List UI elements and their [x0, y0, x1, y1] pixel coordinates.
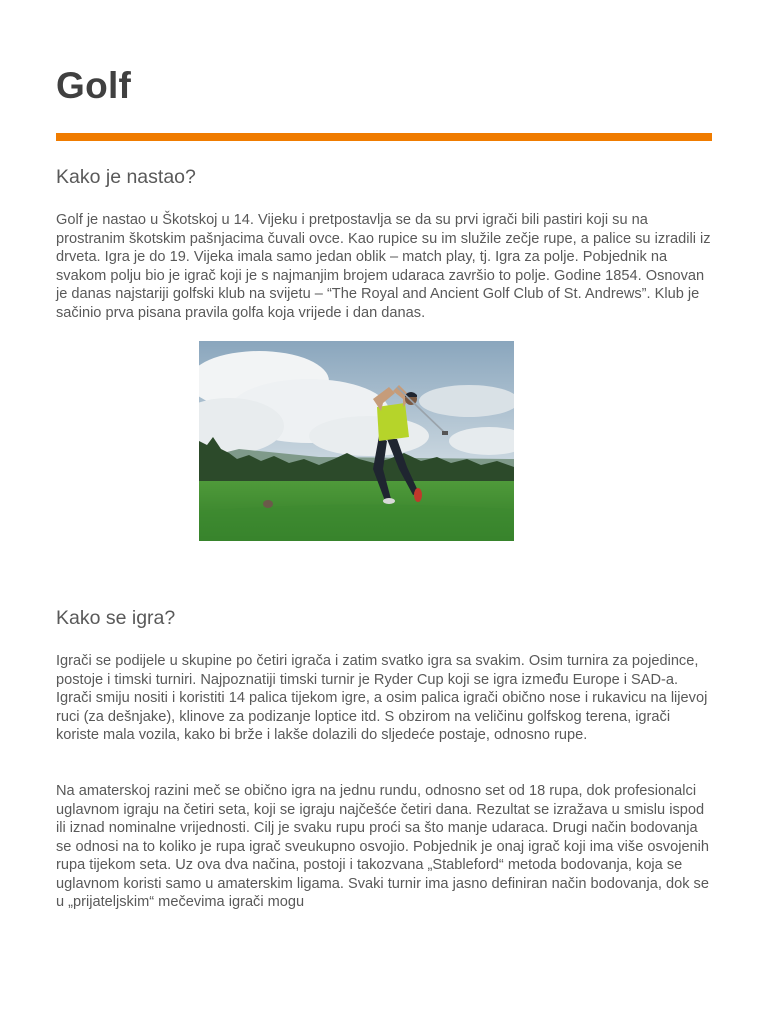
section-paragraph-scoring: Na amaterskoj razini meč se obično igra na jednu rundu, odnosno set od 18 rupa, dok profesionalci uglavnom igraju na četiri seta, koji se igraju najčešće četiri dana. Rezultat se izražava u smislu ispod ili iznad nominalne vrijednosti. Cilj je svaku rupu proći sa što manje udaraca. Drugi način bodovanja se odnosi na to koliko je rupa igrač sveukupno osvojio. Pobjednik je onaj igrač koji ima više osvojenih rupa tijekom seta. Uz ova dva načina, postoji i takozvana „Stableford“ metoda bodovanja, koja se uglavnom koristi samo u amaterskim ligama. Svaki turnir ima jasno definiran način bodovanja, dok se u „prijateljskim“ mečevima igrači mogu — [56, 783, 710, 910]
section-heading-how-to-play: Kako se igra? — [56, 607, 176, 629]
section-paragraph-origin: Golf je nastao u Škotskoj u 14. Vijeku i pretpostavlja se da su prvi igrači bili pastiri koji su na prostranim škotskim pašnjacima čuvali ovce. Kao rupice su im služile zečje rupe, a palice su izradili iz drveta. Igra je do 19. Vijeka imala samo jedan oblik – match play, tj. Igra za polje. Pobjednik na svakom polju bio je igrač koji je s najmanjim brojem udaraca završio to polje. Godine 1854. Osnovan je danas najstariji golfski klub na svijetu – “The Royal and Ancient Golf Club of St. Andrews”. Klub je sačinio prva pisana pravila golfa koja vrijede i dan danas. — [56, 212, 711, 321]
golfer-photo — [199, 341, 514, 541]
title-divider — [56, 133, 712, 141]
section-paragraph-teams: Igrači se podijele u skupine po četiri igrača i zatim svatko igra sa svakim. Osim turnira za pojedince, postoje i timski turniri. Najpoznatiji timski turnir je Ryder Cup koji se igra između Europe i SAD-a. Igrači smiju nositi i koristiti 14 palica tijekom igre, a osim palica igrači obično nose i rukavicu na lijevoj ruci (za dešnjake), klinove za podizanje loptice itd. S obzirom na veličinu golfskog terena, igrači koriste mala vozila, kako bi brže i lakše dolazili do sljedeće postaje, odnosno rupe. — [56, 653, 708, 743]
section-heading-origin: Kako je nastao? — [56, 166, 196, 188]
page-title: Golf — [56, 65, 132, 106]
